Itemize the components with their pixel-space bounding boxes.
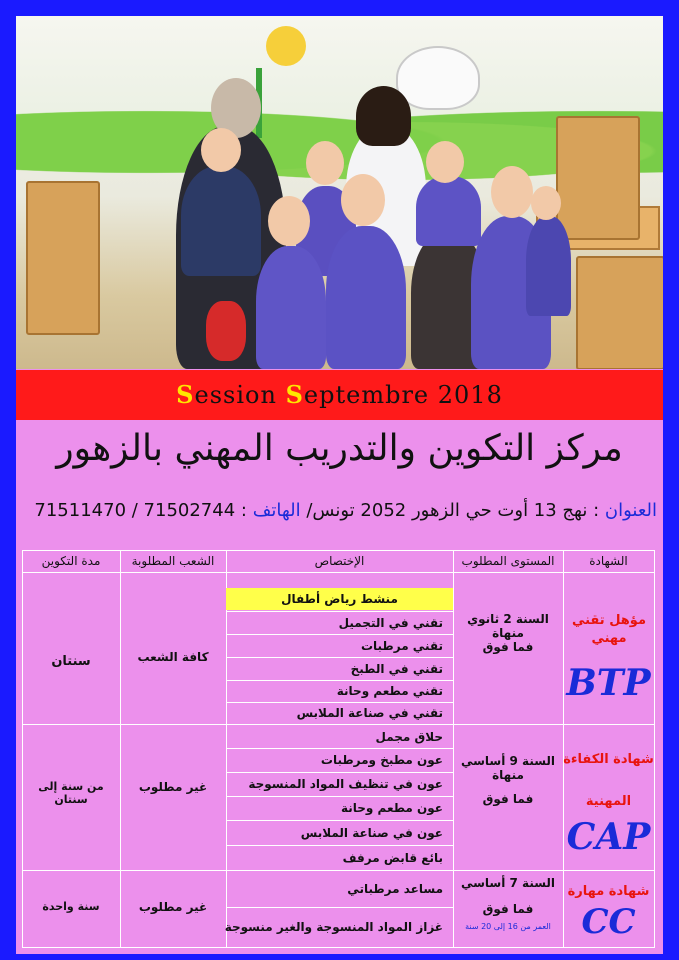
address-line xyxy=(17,500,657,521)
header-branches: الشعب المطلوبة xyxy=(131,554,215,568)
specialty-item: عون في تنظيف المواد المنسوجة xyxy=(248,777,443,791)
level-cc-line2: فما فوق xyxy=(482,902,534,916)
specialty-item: منشط رياض أطفال xyxy=(226,588,453,610)
child-figure xyxy=(256,246,326,369)
level-cc-line1: السنة 7 أساسي xyxy=(460,876,556,890)
age-note: العمر من 16 إلى 20 سنة xyxy=(465,922,551,931)
specialty-item: تقني مرطبات xyxy=(360,639,443,653)
session-year: 2018 xyxy=(437,381,503,409)
header-certificate: الشهادة xyxy=(589,554,628,568)
table-border xyxy=(226,820,453,821)
certificate-code-cc: CC xyxy=(581,902,636,942)
child-figure xyxy=(181,166,261,276)
level-btp-line1: السنة 2 ثانوي منهاة xyxy=(467,612,549,640)
child-head xyxy=(306,141,344,185)
certificate-name-btp: مؤهل تقني مهني xyxy=(571,613,647,646)
header-specialty: الإختصاص xyxy=(314,554,365,568)
phone-label: الهاتف xyxy=(252,500,301,521)
september-word: eptembre xyxy=(303,381,430,409)
mural-swan-icon xyxy=(396,46,480,110)
center-title: مركز التكوين والتدريب المهني بالزهور xyxy=(56,428,623,469)
table-border xyxy=(22,947,655,948)
session-initial-s: S xyxy=(176,380,195,409)
child-head xyxy=(426,141,464,183)
specialty-item: تقني في الطبخ xyxy=(350,662,443,676)
specialty-item: حلاق مجمل xyxy=(375,730,443,744)
session-word: ession xyxy=(194,381,277,409)
child-figure xyxy=(326,226,406,369)
table-border xyxy=(226,845,453,846)
poster-frame xyxy=(16,16,663,954)
session-title xyxy=(16,370,663,420)
header-duration: مدة التكوين xyxy=(41,554,101,568)
specialty-item: بائع قابض مرفف xyxy=(342,851,443,865)
specialty-item: تقني في التجميل xyxy=(338,616,443,630)
certificate-name-cap-line2: المهنية xyxy=(585,794,632,809)
level-btp-line2: فما فوق xyxy=(482,640,534,654)
table-border xyxy=(22,550,23,948)
specialty-item: عون مطبخ ومرطبات xyxy=(320,753,443,767)
classroom-photo xyxy=(16,16,663,369)
specialty-item: تقني في صناعة الملابس xyxy=(296,706,443,720)
table-border xyxy=(654,550,655,948)
child-figure xyxy=(416,176,481,246)
specialty-item: تقني مطعم وحانة xyxy=(336,684,443,698)
table-border xyxy=(22,724,655,725)
child-figure xyxy=(526,216,571,316)
duration-cc: سنة واحدة xyxy=(42,900,100,913)
chair-right-front xyxy=(576,256,663,369)
specialty-item: عون في صناعة الملابس xyxy=(300,826,443,840)
session-banner xyxy=(16,370,663,420)
duration-btp: سنتان xyxy=(51,654,91,669)
table-border xyxy=(226,907,453,908)
table-border xyxy=(120,550,121,948)
phone-value: : 71502744 / 71511470 xyxy=(34,500,247,521)
child-head xyxy=(491,166,533,218)
child-head xyxy=(201,128,241,172)
red-backpack-icon xyxy=(206,301,246,361)
young-woman-hair xyxy=(356,86,411,146)
child-head xyxy=(268,196,310,246)
address-label: العنوان xyxy=(604,500,657,521)
child-head xyxy=(341,174,385,226)
specialty-item: غزاز المواد المنسوجة والغير منسوجة xyxy=(224,920,443,934)
certificate-code-btp: BTP xyxy=(566,662,651,704)
table-border xyxy=(22,572,655,573)
level-cap-line1: السنة 9 أساسي منهاة xyxy=(460,754,556,782)
specialty-item: عون مطعم وحانة xyxy=(340,801,443,815)
branches-cap: غير مطلوب xyxy=(138,780,208,794)
branches-btp: كافة الشعب xyxy=(137,650,209,664)
duration-cap: من سنة إلى سنتان xyxy=(38,780,104,806)
certificate-code-cap: CAP xyxy=(566,816,651,858)
september-initial-s: S xyxy=(285,380,304,409)
branches-cc: غير مطلوب xyxy=(138,900,208,914)
child-head xyxy=(531,186,561,220)
table-border xyxy=(22,870,655,871)
certificate-name-cc: شهادة مهارة xyxy=(567,884,650,899)
certificate-name-cap-line1: شهادة الكفاءة xyxy=(563,752,654,767)
mural-sun-icon xyxy=(266,26,306,66)
chair-left xyxy=(26,181,100,335)
header-level: المستوى المطلوب xyxy=(461,554,555,568)
programs-table xyxy=(22,550,655,948)
level-cap-line2: فما فوق xyxy=(482,792,534,806)
address-value: : نهج 13 أوت حي الزهور 2052 تونس/ xyxy=(306,500,600,521)
specialty-item: مساعد مرطباتي xyxy=(347,882,443,896)
chair-right-back xyxy=(556,116,640,240)
